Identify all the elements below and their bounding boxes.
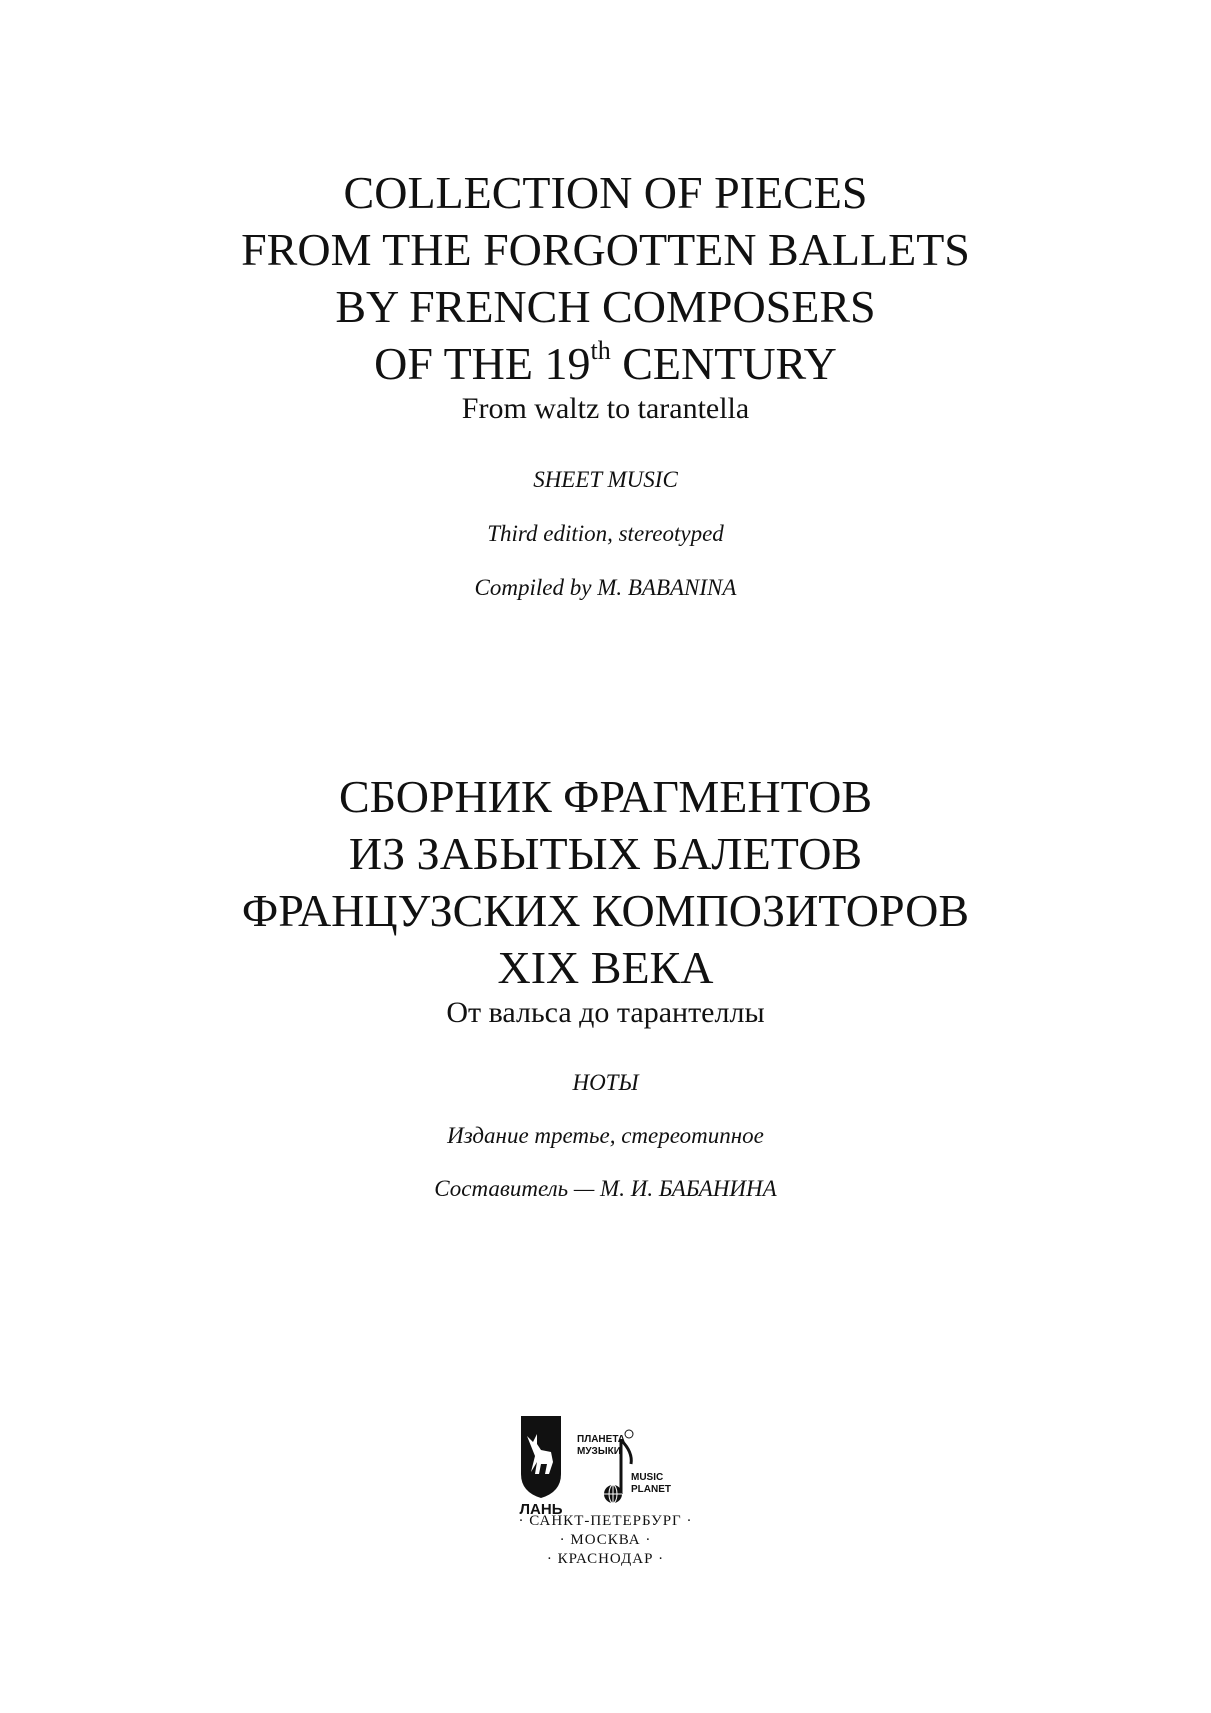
publisher-logos bbox=[481, 1412, 731, 1518]
russian-compiler: Составитель — М. И. БАБАНИНА bbox=[434, 1176, 777, 1201]
english-title-line-1: COLLECTION OF PIECES bbox=[343, 167, 868, 218]
english-title-line-3: BY FRENCH COMPOSERS bbox=[335, 281, 876, 332]
english-title-line-4 bbox=[0, 335, 1211, 392]
english-title-last-suffix: CENTURY bbox=[610, 338, 837, 389]
russian-compiler-block bbox=[0, 1175, 1211, 1203]
russian-subtitle: От вальса до тарантеллы bbox=[446, 996, 765, 1029]
english-edition: Third edition, stereotyped bbox=[487, 521, 724, 546]
english-compiler-block bbox=[0, 574, 1211, 602]
russian-type: НОТЫ bbox=[572, 1070, 639, 1095]
english-edition-block bbox=[0, 520, 1211, 548]
publisher-block bbox=[0, 1412, 1211, 1569]
english-title-last-sup: th bbox=[590, 335, 611, 365]
english-subtitle: From waltz to tarantella bbox=[461, 392, 750, 425]
russian-type-block bbox=[0, 1069, 1211, 1097]
svg-text:ПЛАНЕТА: ПЛАНЕТА bbox=[576, 1434, 625, 1445]
lan-logo-icon bbox=[519, 1416, 562, 1518]
russian-title-line-2: ИЗ ЗАБЫТЫХ БАЛЕТОВ bbox=[348, 828, 863, 879]
svg-text:ЛАНЬ: ЛАНЬ bbox=[519, 1501, 562, 1518]
city-krasnodar: · КРАСНОДАР · bbox=[546, 1551, 665, 1567]
russian-title-line-1: СБОРНИК ФРАГМЕНТОВ bbox=[338, 771, 873, 822]
english-meta-block bbox=[0, 466, 1211, 494]
svg-text:PLANET: PLANET bbox=[630, 1484, 671, 1495]
english-title-last-prefix: OF THE 19 bbox=[374, 338, 591, 389]
english-title-block bbox=[0, 164, 1211, 428]
svg-text:МУЗЫКИ: МУЗЫКИ bbox=[576, 1446, 621, 1457]
svg-text:MUSIC: MUSIC bbox=[630, 1472, 663, 1483]
russian-title-line-4: XIX ВЕКА bbox=[497, 942, 714, 993]
russian-edition: Издание третье, стереотипное bbox=[447, 1123, 764, 1148]
music-planet-logo-icon bbox=[577, 1430, 671, 1503]
english-type: SHEET MUSIC bbox=[533, 467, 678, 492]
publisher-logo-icon bbox=[481, 1412, 731, 1518]
russian-edition-block bbox=[0, 1122, 1211, 1150]
city-saint-petersburg: · САНКТ-ПЕТЕРБУРГ · bbox=[518, 1513, 693, 1529]
english-title-line-2: FROM THE FORGOTTEN BALLETS bbox=[241, 224, 970, 275]
russian-title-line-3: ФРАНЦУЗСКИХ КОМПОЗИТОРОВ bbox=[241, 885, 970, 936]
russian-title-block bbox=[0, 768, 1211, 1032]
english-compiler: Compiled by M. BABANINA bbox=[474, 575, 737, 600]
city-moscow: · МОСКВА · bbox=[559, 1532, 652, 1548]
